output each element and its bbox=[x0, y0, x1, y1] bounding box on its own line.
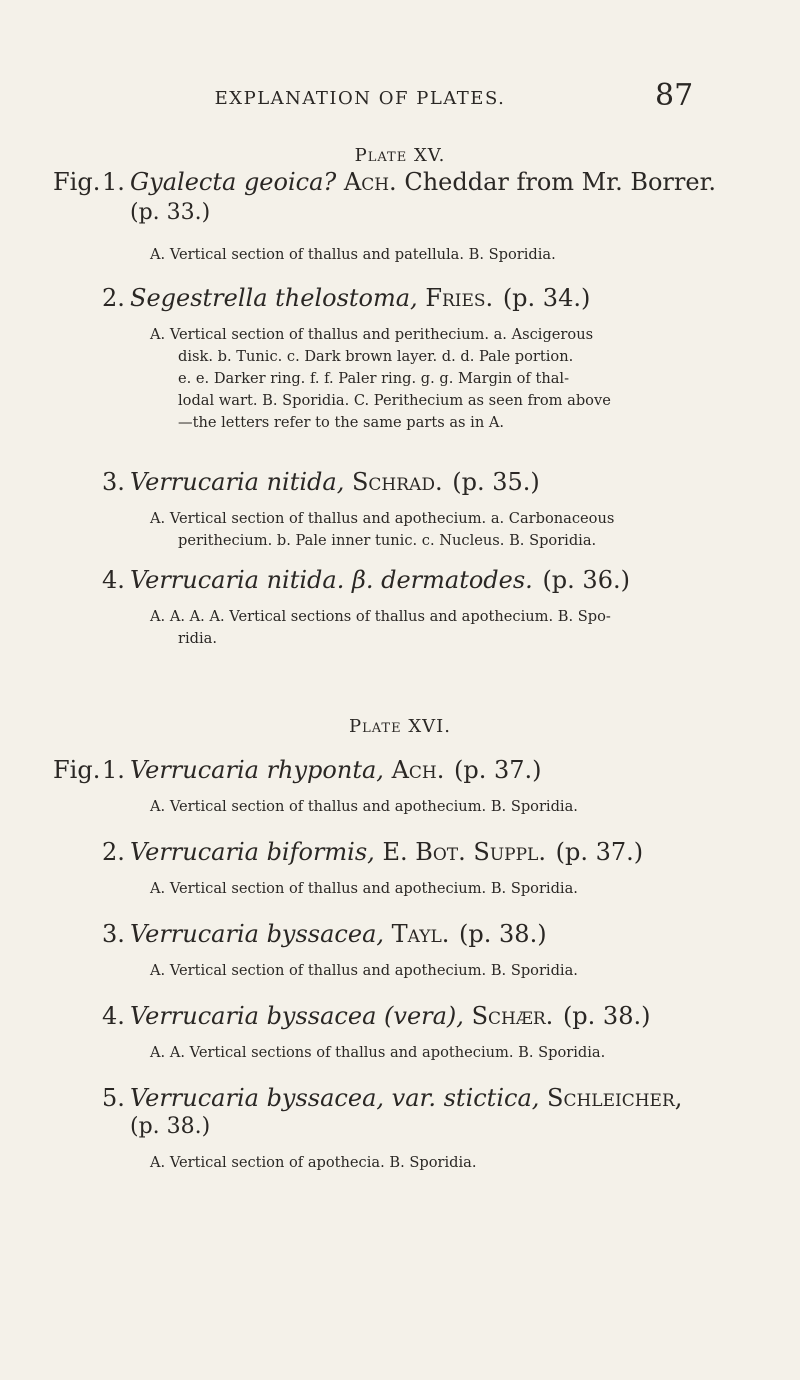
species-name: Verrucaria biformis, bbox=[130, 838, 375, 866]
page-reference: (p. 38.) bbox=[562, 1002, 651, 1030]
species-name: Verrucaria byssacea (vera), bbox=[130, 1002, 464, 1030]
authority: Fries. bbox=[425, 284, 494, 312]
page-number: 87 bbox=[655, 78, 694, 113]
description-line: A. Vertical section of thallus and apothecium. a. Carbonaceous bbox=[150, 510, 615, 527]
species-name: Segestrella thelostoma, bbox=[130, 284, 418, 312]
species-name: Verrucaria nitida, bbox=[130, 468, 345, 496]
figure-number: 5. bbox=[102, 1084, 125, 1112]
running-head-title: EXPLANATION OF PLATES. bbox=[214, 88, 506, 109]
page-reference: (p. 36.) bbox=[542, 566, 630, 594]
figure-description bbox=[150, 796, 700, 818]
fig-label: Fig. bbox=[53, 756, 101, 784]
fig-label: Fig. bbox=[53, 168, 101, 196]
description-line: A. Vertical section of thallus and apothecium. B. Sporidia. bbox=[150, 962, 578, 979]
description-line: e. e. Darker ring. f. f. Paler ring. g. g. Margin of thal- bbox=[178, 370, 570, 387]
figure-description bbox=[150, 508, 700, 552]
species-name: Verrucaria nitida. β. dermatodes. bbox=[130, 566, 533, 594]
figure-number: 2. bbox=[102, 284, 125, 312]
page-reference: (p. 38.) bbox=[459, 920, 547, 948]
figure-number: 3. bbox=[102, 920, 125, 948]
figure-number: 1. bbox=[102, 168, 125, 196]
figure-number: 4. bbox=[102, 1002, 125, 1030]
page-reference: (p. 38.) bbox=[130, 1114, 211, 1139]
figure-description bbox=[150, 878, 700, 900]
figure-note: Cheddar from Mr. Borrer. bbox=[404, 168, 717, 196]
authority: Schær. bbox=[471, 1002, 554, 1030]
description-line: lodal wart. B. Sporidia. C. Perithecium as seen from above bbox=[178, 392, 611, 409]
plate-xvi-title: Plate XVI. bbox=[349, 716, 451, 737]
figure-number: 3. bbox=[102, 468, 125, 496]
description-line: A. Vertical section of thallus and apothecium. B. Sporidia. bbox=[150, 880, 578, 897]
species-name: Gyalecta geoica? bbox=[130, 168, 337, 196]
plate-xv-title: Plate XV. bbox=[354, 145, 446, 166]
description-line: —the letters refer to the same parts as in A. bbox=[178, 414, 505, 431]
figure-number: 2. bbox=[102, 838, 125, 866]
authority: E. Bot. Suppl. bbox=[382, 838, 546, 866]
species-name: Verrucaria rhyponta, bbox=[130, 756, 384, 784]
description-line: disk. b. Tunic. c. Dark brown layer. d. d. Pale portion. bbox=[178, 348, 574, 365]
description-line: A. A. Vertical sections of thallus and apothecium. B. Sporidia. bbox=[150, 1044, 606, 1061]
page-reference: (p. 37.) bbox=[555, 838, 644, 866]
authority: Schleicher, bbox=[547, 1084, 683, 1112]
figure-number: 4. bbox=[102, 566, 125, 594]
figure-number: 1. bbox=[102, 756, 125, 784]
authority: Schrad. bbox=[351, 468, 443, 496]
page-reference: (p. 35.) bbox=[452, 468, 540, 496]
description-line: A. Vertical section of apothecia. B. Sporidia. bbox=[150, 1154, 477, 1171]
description-line: A. A. A. A. Vertical sections of thallus and apothecium. B. Spo- bbox=[150, 608, 611, 625]
figure-description bbox=[150, 1042, 700, 1064]
figure-description bbox=[150, 606, 700, 650]
species-name: Verrucaria byssacea, var. stictica, bbox=[130, 1084, 540, 1112]
description-line: ridia. bbox=[178, 630, 217, 647]
authority: Tayl. bbox=[391, 920, 450, 948]
authority: Ach. bbox=[343, 168, 397, 196]
page-reference: (p. 37.) bbox=[454, 756, 542, 784]
page-reference: (p. 34.) bbox=[502, 284, 591, 312]
description-line: A. Vertical section of thallus and apothecium. B. Sporidia. bbox=[150, 798, 578, 815]
figure-description bbox=[150, 324, 700, 434]
authority: Ach. bbox=[391, 756, 445, 784]
description-line: perithecium. b. Pale inner tunic. c. Nucleus. B. Sporidia. bbox=[178, 532, 597, 549]
figure-description bbox=[150, 1152, 700, 1174]
species-name: Verrucaria byssacea, bbox=[130, 920, 385, 948]
figure-description bbox=[150, 960, 700, 982]
description-line: A. Vertical section of thallus and perithecium. a. Ascigerous bbox=[150, 326, 594, 343]
page-reference: (p. 33.) bbox=[130, 200, 211, 225]
description-line: A. Vertical section of thallus and patellula. B. Sporidia. bbox=[150, 246, 556, 263]
figure-description bbox=[150, 244, 700, 266]
